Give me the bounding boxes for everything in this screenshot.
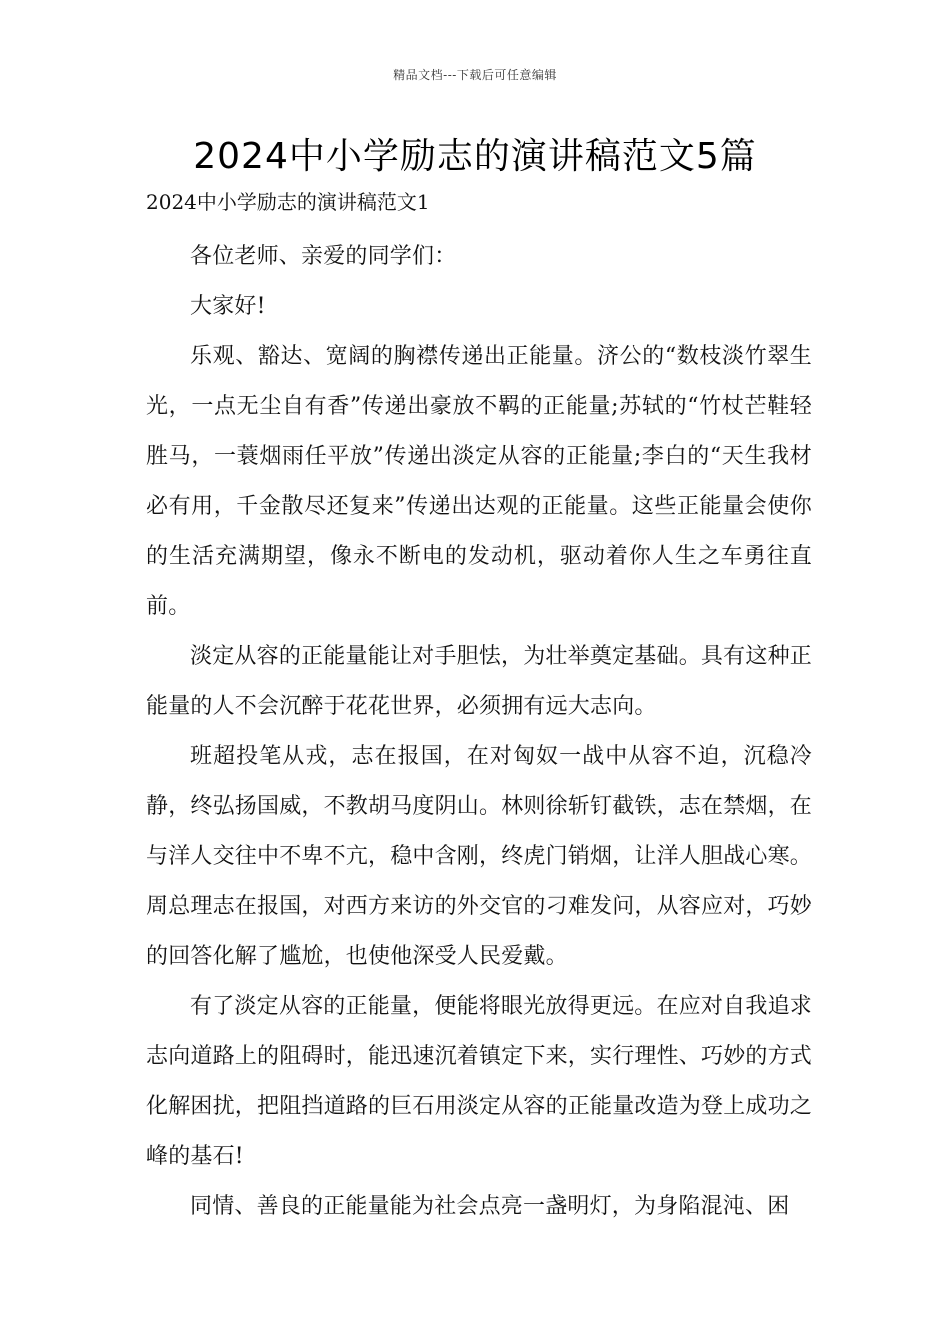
paragraph: 乐观、豁达、宽阔的胸襟传递出正能量。济公的“数枝淡竹翠生光，一点无尘自有香”传递出豪放不羁的正能量;苏轼的“竹杖芒鞋轻胜马，一蓑烟雨任平放”传递出淡定从容的正能量;李白的“天生我材必有用，千金散尽还复来”传递出达观的正能量。这些正能量会使你的生活充满期望，像永不断电的发动机，驱动着你人生之车勇往直前。: [146, 344, 812, 619]
paragraph: 有了淡定从容的正能量，便能将眼光放得更远。在应对自我追求志向道路上的阻碍时，能迅速沉着镇定下来，实行理性、巧妙的方式化解困扰，把阻挡道路的巨石用淡定从容的正能量改造为登上成功之峰的基石!: [146, 994, 813, 1169]
paragraph: 淡定从容的正能量能让对手胆怯，为壮举奠定基础。具有这种正能量的人不会沉醉于花花世界，必须拥有远大志向。: [146, 644, 812, 719]
document-title: 2024中小学励志的演讲稿范文5篇: [193, 136, 757, 177]
paragraph: 班超投笔从戎，志在报国，在对匈奴一战中从容不迫，沉稳冷静，终弘扬国威，不教胡马度阴山。林则徐斩钉截铁，志在禁烟，在与洋人交往中不卑不亢，稳中含刚，终虎门销烟，让洋人胆战心寒。周总理志在报国，对西方来访的外交官的刁难发问，从容应对，巧妙的回答化解了尴尬，也使他深受人民爱戴。: [146, 744, 813, 969]
paragraph-hello: 大家好!: [190, 294, 266, 319]
paragraph-greeting: 各位老师、亲爱的同学们：: [190, 244, 457, 269]
section-subtitle: 2024中小学励志的演讲稿范文1: [146, 190, 430, 214]
paragraph: 同情、善良的正能量能为社会点亮一盏明灯，为身陷混沌、困: [190, 1194, 790, 1219]
page-header: 精品文档---下载后可任意编辑: [393, 68, 557, 82]
document-body: [146, 232, 812, 1232]
